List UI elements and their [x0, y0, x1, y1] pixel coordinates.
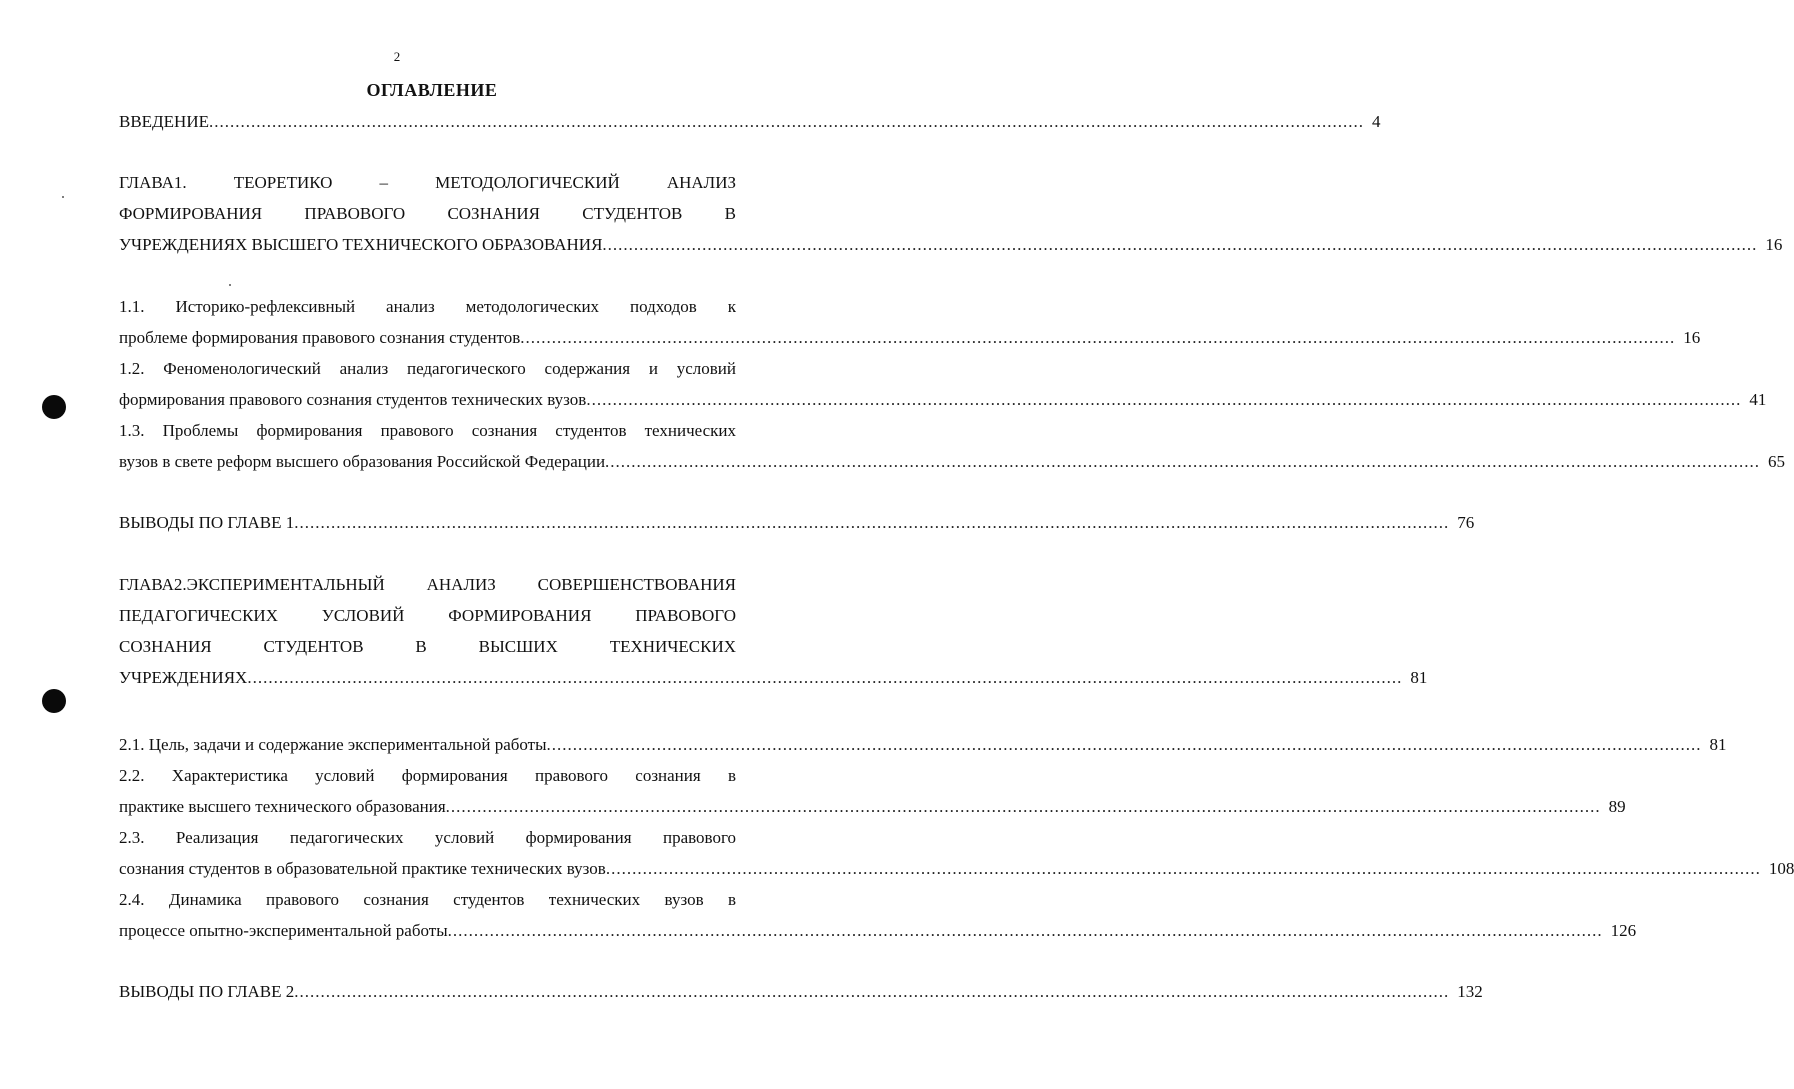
dot-leader: ............................................................................................................................................................................................................................: [208, 112, 1364, 131]
toc-entry-text: процессе опытно-экспериментальной работы: [119, 921, 448, 940]
toc-entry-text: формирования правового сознания студентов технических вузов: [119, 390, 587, 409]
scan-speck: [62, 196, 64, 198]
toc-entry-text: сознания студентов в образовательной практике технических вузов: [119, 859, 606, 878]
toc-entry[interactable]: [119, 569, 1428, 693]
toc-entry-last-line: [119, 229, 1783, 260]
dot-leader: ............................................................................................................................................................................................................................: [605, 452, 1761, 471]
toc-entry-line: 1.2. Феноменологический анализ педагогического содержания и условий: [119, 359, 736, 378]
toc-entry-text: вузов в свете реформ высшего образования Российской Федерации: [119, 452, 606, 471]
dot-leader: ............................................................................................................................................................................................................................: [294, 982, 1450, 1001]
toc-entry-line: 2.3. Реализация педагогических условий формирования правового: [119, 828, 736, 847]
toc-entry-text: практике высшего технического образования: [119, 797, 446, 816]
dot-leader: ............................................................................................................................................................................................................................: [602, 235, 1758, 254]
page-number: 2: [393, 49, 401, 64]
toc-page-number: 81: [1410, 668, 1428, 687]
toc-entry-line: ГЛАВА1. ТЕОРЕТИКО – МЕТОДОЛОГИЧЕСКИЙ АНАЛИЗ: [119, 173, 736, 192]
toc-page-number: 41: [1749, 390, 1767, 409]
toc-entry-last-line: [119, 322, 1701, 353]
toc-entry-line: 1.3. Проблемы формирования правового сознания студентов технических: [119, 421, 736, 440]
toc-page-number: 81: [1709, 735, 1727, 754]
dot-leader: ............................................................................................................................................................................................................................: [546, 735, 1702, 754]
dot-leader: ............................................................................................................................................................................................................................: [520, 328, 1676, 347]
toc-entry-text: ВВЕДЕНИЕ: [119, 112, 209, 131]
toc-page-number: 89: [1608, 797, 1626, 816]
toc-entry-last-line: [119, 853, 1794, 884]
toc-entry-last-line: [119, 915, 1637, 946]
toc-page-number: 16: [1765, 235, 1783, 254]
toc-entry-last-line: [119, 446, 1786, 477]
toc-entry[interactable]: [119, 291, 1701, 353]
toc-page-number: 16: [1683, 328, 1701, 347]
punch-hole-mark: [42, 689, 66, 713]
toc-entry-line: СОЗНАНИЯ СТУДЕНТОВ В ВЫСШИХ ТЕХНИЧЕСКИХ: [119, 637, 736, 656]
toc-page-number: 108: [1768, 859, 1794, 878]
toc-entry[interactable]: [119, 822, 1794, 884]
toc-entry-text: УЧРЕЖДЕНИЯХ: [119, 668, 248, 687]
toc-page-number: 76: [1457, 513, 1475, 532]
toc-entry-text: проблеме формирования правового сознания студентов: [119, 328, 521, 347]
toc-entry-line: ФОРМИРОВАНИЯ ПРАВОВОГО СОЗНАНИЯ СТУДЕНТОВ В: [119, 204, 736, 223]
toc-entry-line: 2.2. Характеристика условий формирования правового сознания в: [119, 766, 736, 785]
toc-entry-last-line: [119, 507, 1475, 538]
toc-entry[interactable]: [119, 884, 1637, 946]
toc-entry-text: ВЫВОДЫ ПО ГЛАВЕ 2: [119, 982, 295, 1001]
toc-entry-line: ПЕДАГОГИЧЕСКИХ УСЛОВИЙ ФОРМИРОВАНИЯ ПРАВОВОГО: [119, 606, 736, 625]
dot-leader: ............................................................................................................................................................................................................................: [586, 390, 1742, 409]
dot-leader: ............................................................................................................................................................................................................................: [447, 921, 1603, 940]
toc-entry-line: 1.1. Историко-рефлексивный анализ методологических подходов к: [119, 297, 736, 316]
toc-page-number: 4: [1371, 112, 1381, 131]
toc-entry-line: ГЛАВА2.ЭКСПЕРИМЕНТАЛЬНЫЙ АНАЛИЗ СОВЕРШЕНСТВОВАНИЯ: [119, 575, 736, 594]
toc-entry-last-line: [119, 791, 1626, 822]
punch-hole-mark: [42, 395, 66, 419]
dot-leader: ............................................................................................................................................................................................................................: [294, 513, 1450, 532]
toc-entry-last-line: [119, 976, 1483, 1007]
dot-leader: ............................................................................................................................................................................................................................: [247, 668, 1403, 687]
toc-page-number: 65: [1768, 452, 1786, 471]
toc-page-number: 132: [1457, 982, 1483, 1001]
toc-entry[interactable]: [119, 760, 1626, 822]
toc-entry[interactable]: [119, 415, 1786, 477]
toc-entry-last-line: [119, 662, 1428, 693]
toc-entry-line: 2.4. Динамика правового сознания студентов технических вузов в: [119, 890, 736, 909]
toc-page-number: 126: [1610, 921, 1637, 940]
toc-entry-text: ВЫВОДЫ ПО ГЛАВЕ 1: [119, 513, 295, 532]
toc-entry[interactable]: [119, 353, 1767, 415]
toc-entry[interactable]: [119, 167, 1783, 260]
dot-leader: ............................................................................................................................................................................................................................: [605, 859, 1761, 878]
toc-entry[interactable]: [119, 507, 1475, 538]
toc-entry-last-line: [119, 729, 1727, 760]
toc-entry-last-line: [119, 106, 1381, 137]
toc-entry-text: 2.1. Цель, задачи и содержание экспериментальной работы: [119, 735, 547, 754]
toc-entry-last-line: [119, 384, 1767, 415]
toc-title: ОГЛАВЛЕНИЕ: [366, 80, 498, 100]
toc-entry[interactable]: [119, 106, 1381, 137]
toc-entry-text: УЧРЕЖДЕНИЯХ ВЫСШЕГО ТЕХНИЧЕСКОГО ОБРАЗОВАНИЯ: [119, 235, 603, 254]
dot-leader: ............................................................................................................................................................................................................................: [445, 797, 1601, 816]
toc-entry[interactable]: [119, 976, 1483, 1007]
toc-entry[interactable]: [119, 729, 1727, 760]
scan-speck: [229, 284, 231, 286]
